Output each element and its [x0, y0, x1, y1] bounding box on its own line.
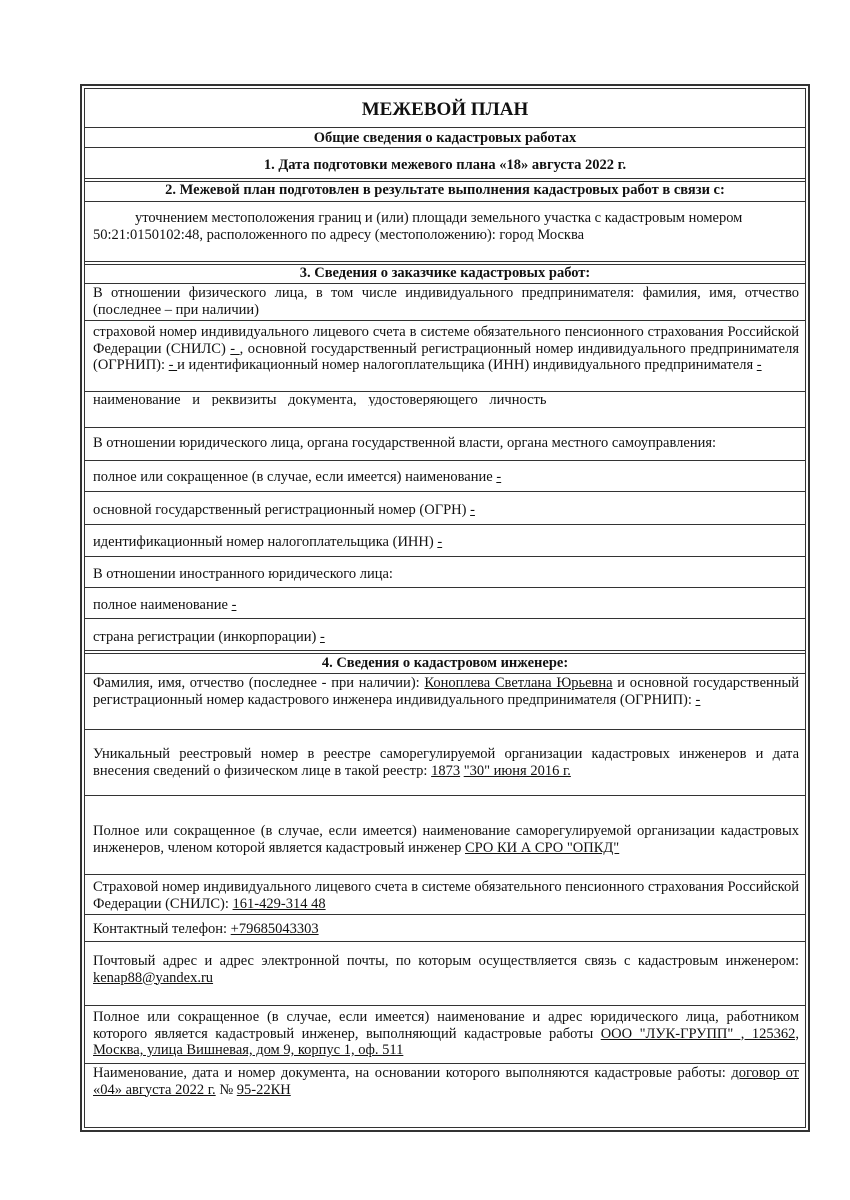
foreign-name-row: полное наименование - — [93, 597, 237, 613]
inn-value: - — [756, 357, 762, 373]
section2-line1: уточнением местоположения границ и (или) площади земельного участка с кадастровым номером — [135, 210, 743, 226]
snils-value: - — [230, 340, 240, 357]
section2-line2: 50:21:0150102:48, расположенного по адресу (местоположению): город Москва — [93, 226, 585, 243]
organization-row: Полное или сокращенное (в случае, если имеется) наименование и адрес юридического лица, работником которого является кадастровый инженер, выполняющий кадастровые работы ООО "ЛУК-ГРУПП" , 125362, Москва, улица Вишневая, дом 9, корпус 1, оф. 511 — [93, 1009, 799, 1058]
legal-entity-text: В отношении юридического лица, органа государственной власти, органа местного самоуправления: — [93, 435, 717, 451]
document-table — [84, 88, 806, 1128]
phone-value: +79685043303 — [230, 921, 319, 937]
country-value: - — [319, 629, 325, 645]
engineer-snils-value: 161-429-314 48 — [232, 895, 326, 912]
organization-value: ООО "ЛУК-ГРУПП" , 125362, Москва, улица Вишневая, дом 9, корпус 1, оф. 511 — [93, 1025, 799, 1058]
basis-document-row: Наименование, дата и номер документа, на основании которого выполняются кадастровые работы: договор от «04» августа 2022 г. № 95-22КН — [93, 1065, 799, 1098]
basis-document-value: договор от «04» августа 2022 г. — [93, 1065, 799, 1098]
country-row: страна регистрации (инкорпорации) - — [93, 629, 325, 645]
foreign-entity-text: В отношении иностранного юридического лица: — [93, 566, 393, 582]
snils-ogrnip-inn-text: страховой номер индивидуального лицевого счета в системе обязательного пенсионного страхования Российской Федерации (СНИЛС) - , основной государственный регистрационный номер индивидуального предпринимателя (ОГРНИП): - и идентификационный номер налогоплательщика (ИНН) индивидуального предпринимателя - — [93, 324, 799, 373]
registry-number-value: 1873 — [431, 762, 461, 779]
registry-number-row: Уникальный реестровый номер в реестре саморегулируемой организации кадастровых инженеров и дата внесения сведений о физическом лице в такой реестр: 1873 "30" июня 2016 г. — [93, 746, 799, 779]
registry-date-value: "30" июня 2016 г. — [463, 762, 571, 779]
ogrn-value: - — [470, 502, 475, 518]
phone-row: Контактный телефон: +79685043303 — [93, 921, 319, 937]
section4-header: 4. Сведения о кадастровом инженере: — [321, 655, 569, 671]
basis-number-value: 95-22КН — [236, 1081, 291, 1098]
section3-header: 3. Сведения о заказчике кадастровых работ: — [299, 265, 591, 281]
legal-name-row: полное или сокращенное (в случае, если имеется) наименование - — [93, 469, 502, 485]
engineer-fio-row: Фамилия, имя, отчество (последнее - при наличии): Коноплева Светлана Юрьевна и основной государственный регистрационный номер кадастрового инженера индивидуального предпринимателя (ОГРНИП): - — [93, 675, 800, 708]
identity-document-text: наименование и реквизиты документа, удостоверяющего личность — [93, 392, 547, 406]
email-row: Почтовый адрес и адрес электронной почты, по которым осуществляется связь с кадастровым инженером: kenap88@yandex.ru — [93, 953, 799, 986]
section2-header: 2. Межевой план подготовлен в результате выполнения кадастровых работ в связи с: — [165, 182, 725, 198]
section1-date: 1. Дата подготовки межевого плана «18» августа 2022 г. — [263, 157, 627, 173]
general-header: Общие сведения о кадастровых работах — [313, 130, 577, 146]
document-frame — [80, 84, 810, 1132]
ogrnip-value: - — [168, 357, 178, 373]
page-title: МЕЖЕВОЙ ПЛАН — [361, 99, 529, 120]
physical-person-text: В отношении физического лица, в том числе индивидуального предпринимателя: фамилия, имя, отчество (последнее – при наличии) — [93, 285, 799, 318]
legal-name-value: - — [496, 469, 502, 485]
inn-row: идентификационный номер налогоплательщика (ИНН) - — [93, 534, 443, 550]
engineer-snils-row: Страховой номер индивидуального лицевого счета в системе обязательного пенсионного страхования Российской Федерации (СНИЛС): 161-429-314 48 — [93, 879, 799, 912]
inn-row-value: - — [437, 534, 443, 550]
engineer-fio-value: Коноплева Светлана Юрьевна — [424, 675, 613, 691]
ogrn-row: основной государственный регистрационный номер (ОГРН) - — [93, 502, 475, 518]
email-value: kenap88@yandex.ru — [93, 969, 214, 986]
sro-row: Полное или сокращенное (в случае, если имеется) наименование саморегулируемой организации кадастровых инженеров, членом которой является кадастровый инженер СРО КИ А СРО "ОПКД" — [93, 823, 799, 856]
foreign-name-value: - — [231, 597, 237, 613]
engineer-ogrnip-value: - — [695, 691, 701, 708]
section2-reason — [85, 210, 805, 243]
sro-value: СРО КИ А СРО "ОПКД" — [464, 839, 620, 856]
